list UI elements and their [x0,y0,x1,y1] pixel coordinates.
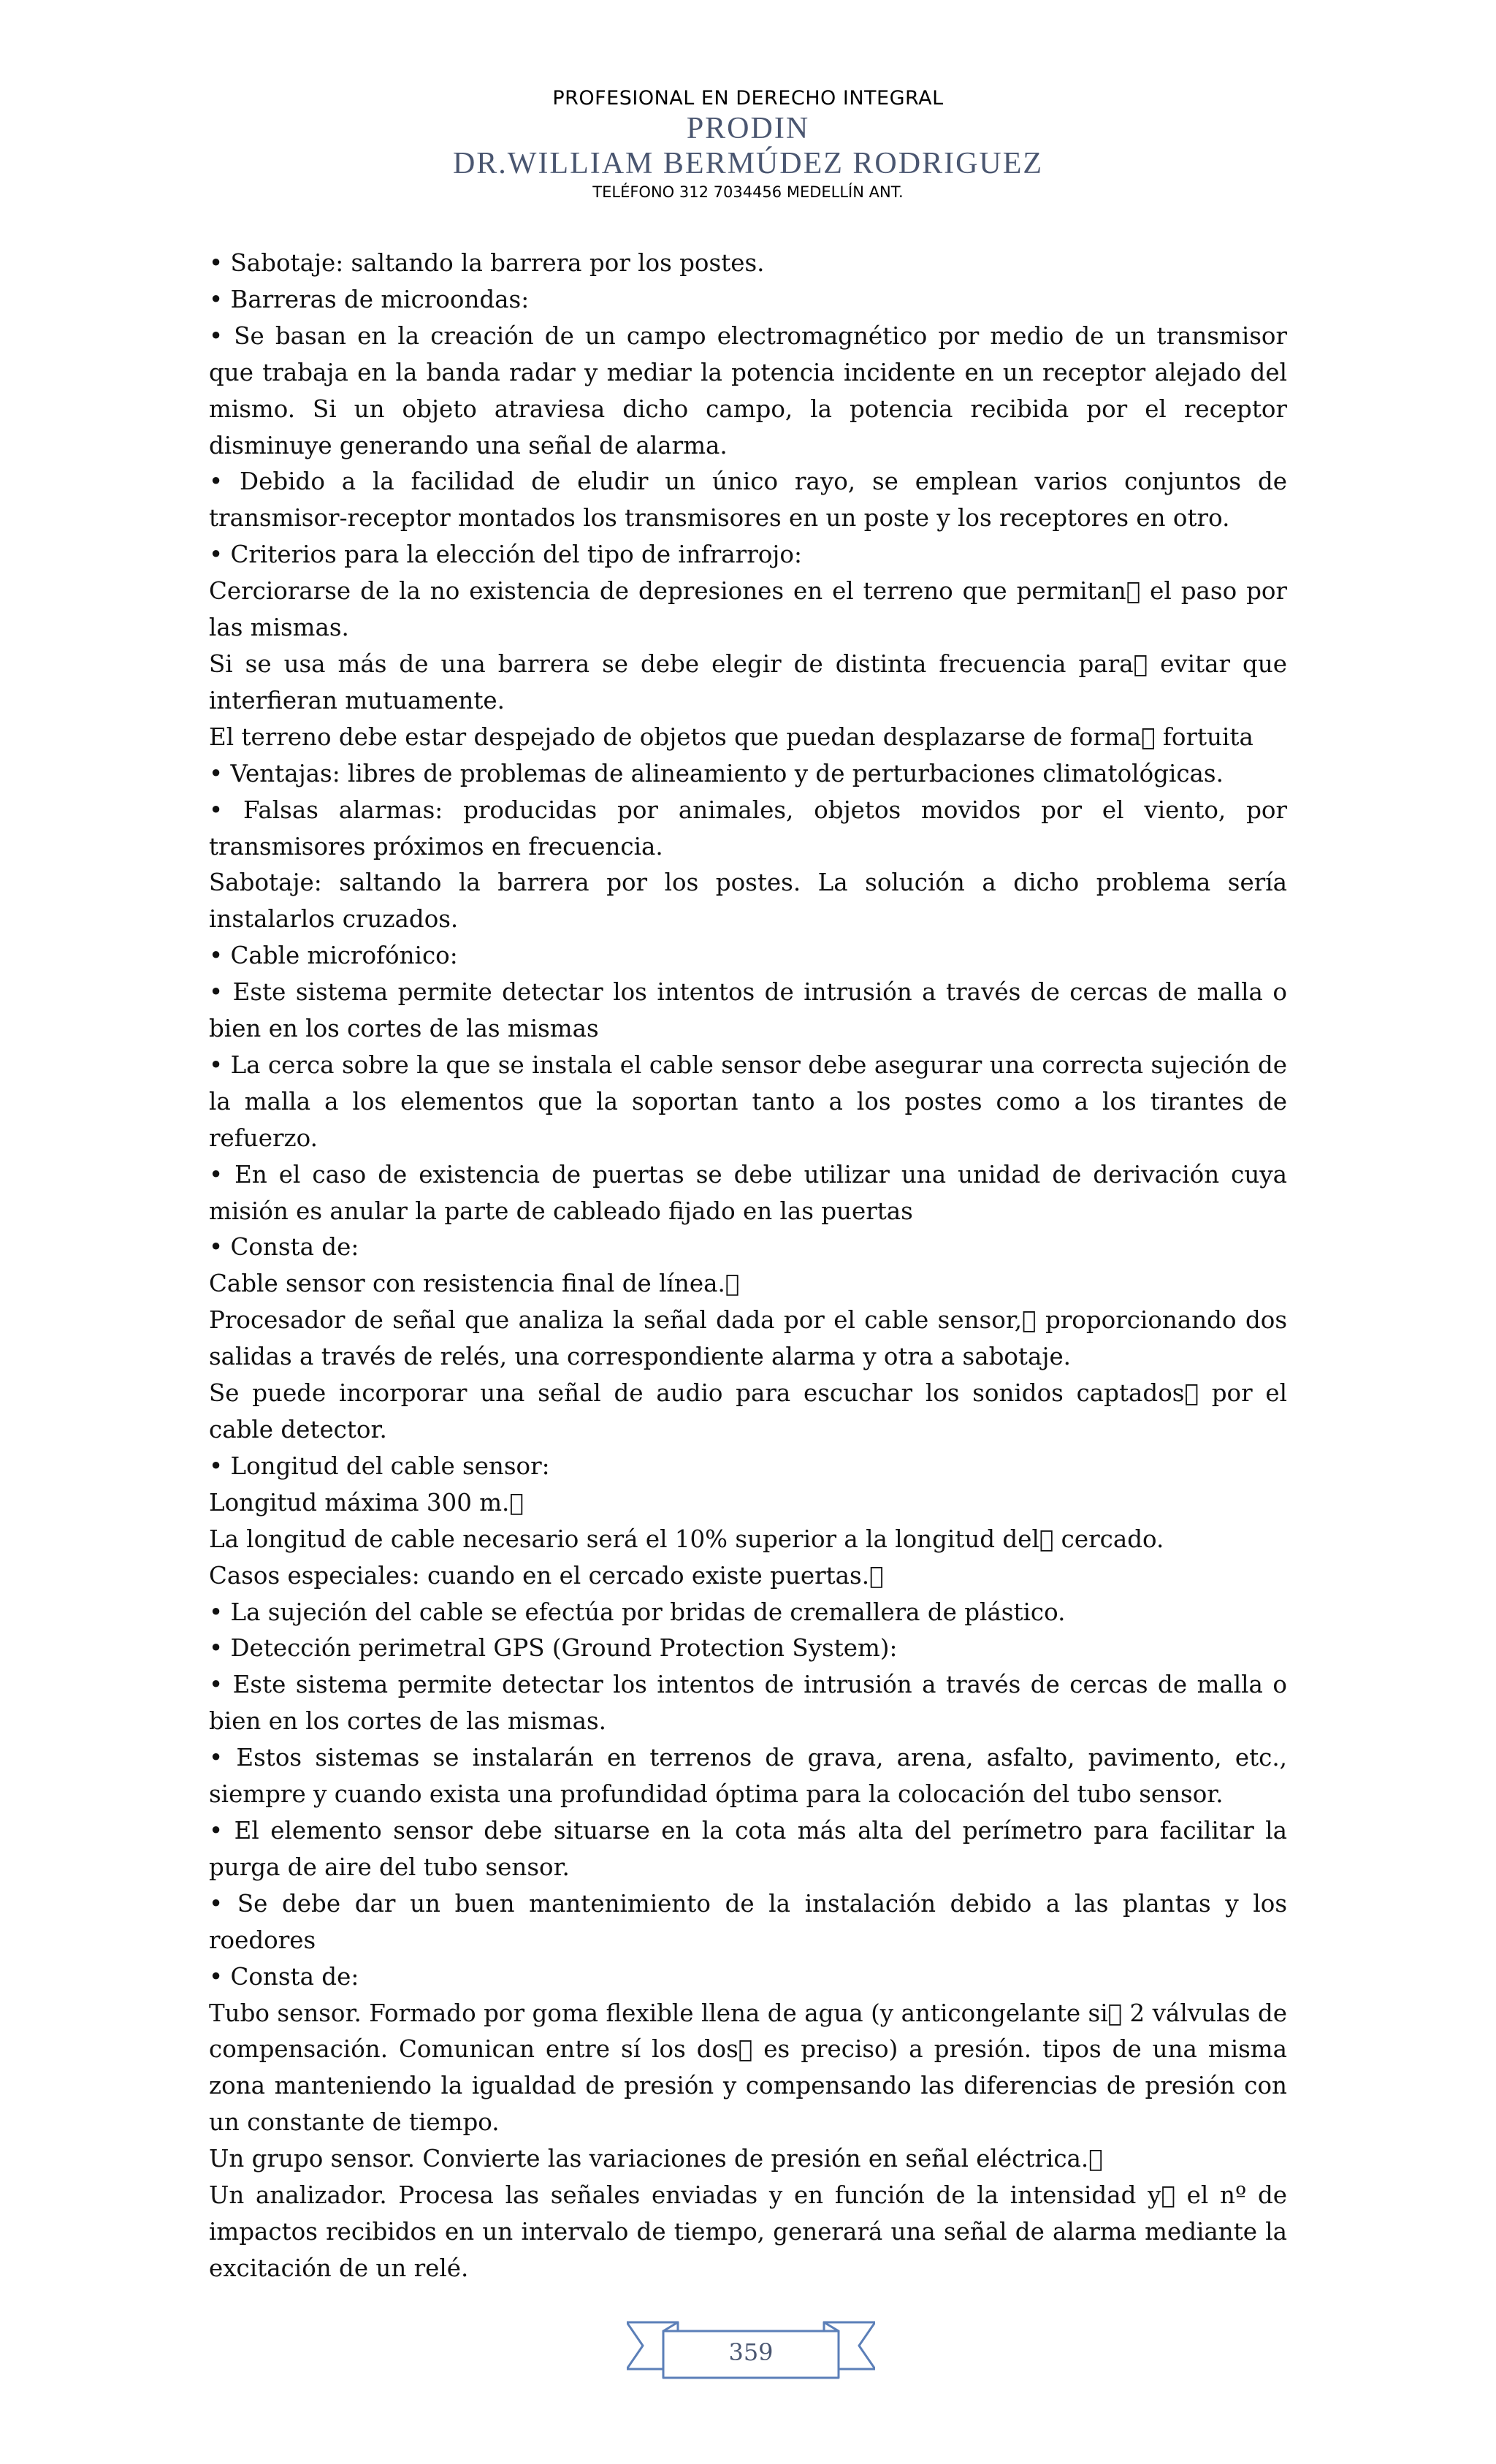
paragraph: • Se basan en la creación de un campo electromagnético por medio de un transmisor que trabaja en la banda radar y mediar la potencia incidente en un receptor alejado del mismo. Si un objeto atraviesa dicho campo, la potencia recibida por el receptor disminuye generando una señal de alarma. [209,321,1287,459]
paragraph: • Criterios para la elección del tipo de infrarrojo: [209,541,802,569]
paragraph: Si se usa más de una barrera se debe elegir de distinta frecuencia para evitar que interfieran mutuamente. [209,649,1287,714]
paragraph: Se puede incorporar una señal de audio para escuchar los sonidos captados por el cable detector. [209,1379,1287,1443]
paragraph: • Este sistema permite detectar los intentos de intrusión a través de cercas de malla o bien en los cortes de las mismas. [209,1671,1287,1736]
paragraph: Procesador de señal que analiza la señal dada por el cable sensor, proporcionando dos salidas a través de relés, una correspondiente alarma y otra a sabotaje. [209,1306,1287,1371]
paragraph: Un analizador. Procesa las señales enviadas y en función de la intensidad y el nº de impactos recibidos en un intervalo de tiempo, generará una señal de alarma mediante la excitación de un relé. [209,2181,1287,2282]
paragraph: • Este sistema permite detectar los intentos de intrusión a través de cercas de malla o bien en los cortes de las mismas [209,978,1287,1043]
paragraph: • Se debe dar un buen mantenimiento de la instalación debido a las plantas y los roedores [209,1889,1287,1954]
header-contact: TELÉFONO 312 7034456 MEDELLÍN ANT. [592,183,904,201]
page-header [0,86,1496,203]
paragraph: • Cable microfónico: [209,942,458,970]
paragraph: Un grupo sensor. Convierte las variaciones de presión en señal eléctrica. [209,2145,1089,2173]
paragraph: • Debido a la facilidad de eludir un único rayo, se emplean varios conjuntos de transmisor-receptor montados los transmisores en un poste y los receptores en otro. [209,468,1287,533]
paragraph: Cable sensor con resistencia final de línea. [209,1270,725,1298]
paragraph: • Consta de: [209,1962,359,1991]
paragraph: • En el caso de existencia de puertas se debe utilizar una unidad de derivación cuya misión es anular la parte de cableado fijado en las puertas [209,1160,1287,1225]
body-text [209,245,1287,2287]
paragraph: • Longitud del cable sensor: [209,1452,550,1480]
paragraph: • El elemento sensor debe situarse en la cota más alta del perímetro para facilitar la purga de aire del tubo sensor. [209,1816,1287,1881]
page-number-banner [627,2316,875,2389]
paragraph: • La sujeción del cable se efectúa por bridas de cremallera de plástico. [209,1598,1066,1626]
paragraph: • Barreras de microondas: [209,285,530,313]
paragraph: • Falsas alarmas: producidas por animales, objetos movidos por el viento, por transmisores próximos en frecuencia. [209,796,1287,861]
page-number: 359 [728,2338,774,2366]
header-acronym: PRODIN [686,112,810,145]
paragraph: • Sabotaje: saltando la barrera por los postes. [209,249,765,277]
paragraph: El terreno debe estar despejado de objetos que puedan desplazarse de forma fortuita [209,722,1240,751]
paragraph: Sabotaje: saltando la barrera por los postes. La solución a dicho problema sería instalarlos cruzados. [209,869,1287,934]
paragraph: • Consta de: [209,1233,359,1262]
paragraph: • La cerca sobre la que se instala el cable sensor debe asegurar una correcta sujeción de la malla a los elementos que la soportan tanto a los postes como a los tirantes de refuerzo. [209,1050,1287,1152]
paragraph: • Ventajas: libres de problemas de alineamiento y de perturbaciones climatológicas. [209,759,1224,787]
paragraph: La longitud de cable necesario será el 10% superior a la longitud del cercado. [209,1525,1150,1553]
paragraph: Cerciorarse de la no existencia de depresiones en el terreno que permitan el paso por las mismas. [209,577,1287,642]
header-author: DR.WILLIAM BERMÚDEZ RODRIGUEZ [452,147,1044,180]
header-firm-name: PROFESIONAL EN DERECHO INTEGRAL [552,87,944,110]
paragraph: Casos especiales: cuando en el cercado existe puertas. [209,1561,870,1590]
paragraph: • Estos sistemas se instalarán en terrenos de grava, arena, asfalto, pavimento, etc., siempre y cuando exista una profundidad óptima para la colocación del tubo sensor. [209,1744,1287,1809]
paragraph: Longitud máxima 300 m. [209,1488,510,1517]
paragraph: Tubo sensor. Formado por goma flexible llena de agua (y anticongelante si 2 válvulas de compensación. Comunican entre sí los dos es preciso) a presión. tipos de una misma zona manteniendo la igualdad de presión y compensando las diferencias de presión con un constante de tiempo. [209,1999,1287,2137]
paragraph: • Detección perimetral GPS (Ground Protection System): [209,1634,898,1663]
